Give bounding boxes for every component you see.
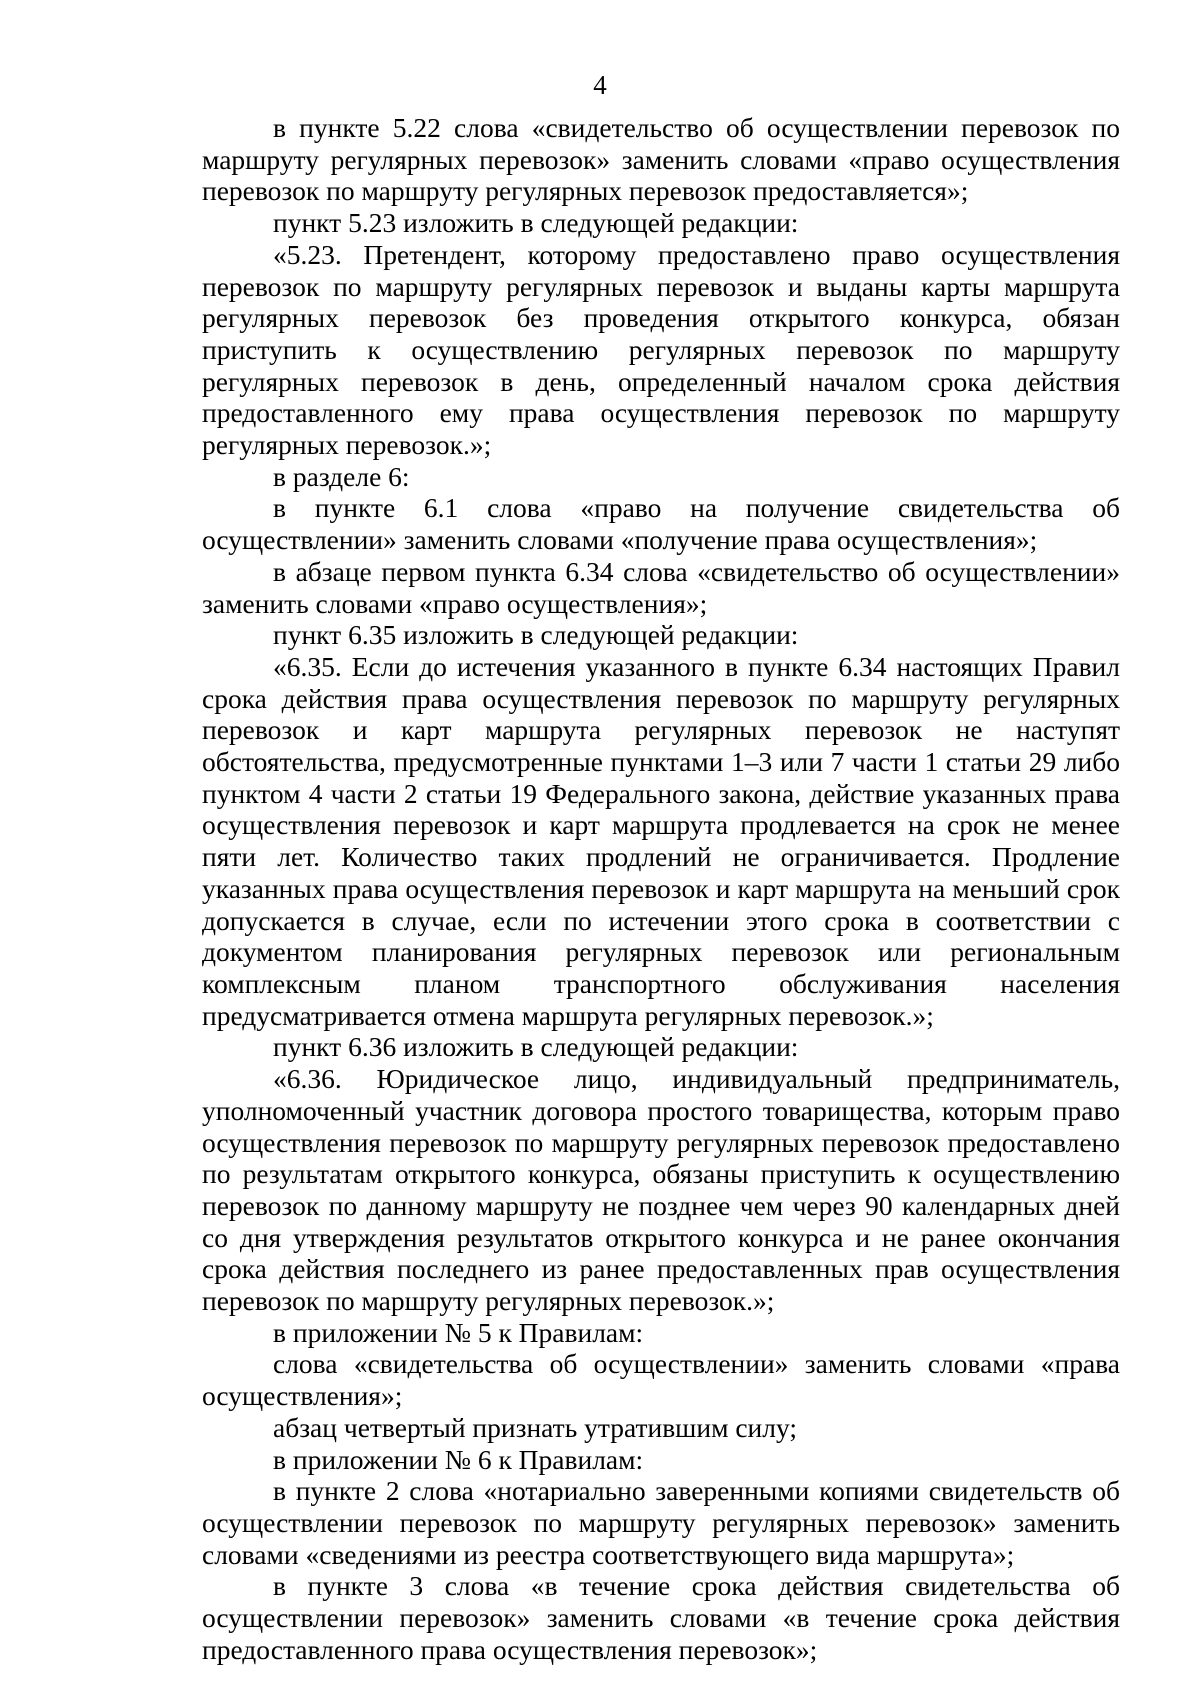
paragraph-6-1: в пункте 6.1 слова «право на получение свидетельства об осуществлении» заменить словами «получение права осуществления»; — [202, 492, 1120, 556]
page-number: 4 — [593, 70, 607, 100]
paragraph-appendix-6-point-2: в пункте 2 слова «нотариально заверенными копиями свидетельств об осуществлении перевозок по маршруту регулярных перевозок» заменить словами «сведениями из реестра соответствующего вида маршрута»; — [202, 1475, 1120, 1570]
paragraph-appendix-6-point-3: в пункте 3 слова «в течение срока действия свидетельства об осуществлении перевозок» заменить словами «в течение срока действия предоставленного права осуществления перевозок»; — [202, 1570, 1120, 1665]
paragraph-appendix-5: в приложении № 5 к Правилам: — [273, 1316, 644, 1348]
paragraph-appendix-5-words: слова «свидетельства об осуществлении» заменить словами «права осуществления»; — [202, 1348, 1120, 1412]
paragraph-5-23-text: «5.23. Претендент, которому предоставлено право осуществления перевозок по маршруту регулярных перевозок и выданы карты маршрута регулярных перевозок без проведения открытого конкурса, обязан приступить к осуществлению регулярных перевозок по маршруту регулярных перевозок в день, определенный началом срока действия предоставленного ему права осуществления перевозок по маршруту регулярных перевозок.»; — [202, 238, 1120, 461]
paragraph-6-35-intro: пункт 6.35 изложить в следующей редакции: — [273, 619, 799, 651]
paragraph-section-6: в разделе 6: — [273, 460, 410, 492]
paragraph-6-36-intro: пункт 6.36 изложить в следующей редакции: — [273, 1031, 799, 1063]
paragraph-appendix-5-abzac: абзац четвертый признать утратившим силу; — [273, 1411, 798, 1443]
paragraph-5-22: в пункте 5.22 слова «свидетельство об осуществлении перевозок по маршруту регулярных перевозок» заменить словами «право осуществления перевозок по маршруту регулярных перевозок предоставляется»; — [202, 112, 1120, 207]
paragraph-appendix-6: в приложении № 6 к Правилам: — [273, 1443, 644, 1475]
paragraph-6-34: в абзаце первом пункта 6.34 слова «свидетельство об осуществлении» заменить словами «право осуществления»; — [202, 555, 1120, 619]
paragraph-6-35-text: «6.35. Если до истечения указанного в пункте 6.34 настоящих Правил срока действия права осуществления перевозок по маршруту регулярных перевозок и карт маршрута регулярных перевозок не наступят обстоятельства, предусмотренные пунктами 1–3 или 7 части 1 статьи 29 либо пунктом 4 части 2 статьи 19 Федерального закона, действие указанных права осуществления перевозок и карт маршрута продлевается на срок не менее пяти лет. Количество таких продлений не ограничивается. Продление указанных права осуществления перевозок и карт маршрута на меньший срок допускается в случае, если по истечении этого срока в соответствии с документом планирования регулярных перевозок или региональным комплексным планом транспортного обслуживания населения предусматривается отмена маршрута регулярных перевозок.»; — [202, 650, 1120, 1031]
paragraph-5-23-intro: пункт 5.23 изложить в следующей редакции: — [273, 207, 799, 239]
document-body — [202, 112, 1120, 1665]
paragraph-6-36-text: «6.36. Юридическое лицо, индивидуальный предприниматель, уполномоченный участник договора простого товарищества, которым право осуществления перевозок по маршруту регулярных перевозок предоставлено по результатам открытого конкурса, обязаны приступить к осуществлению перевозок по данному маршруту не позднее чем через 90 календарных дней со дня утверждения результатов открытого конкурса и не ранее окончания срока действия последнего из ранее предоставленных прав осуществления перевозок по маршруту регулярных перевозок.»; — [202, 1063, 1120, 1317]
